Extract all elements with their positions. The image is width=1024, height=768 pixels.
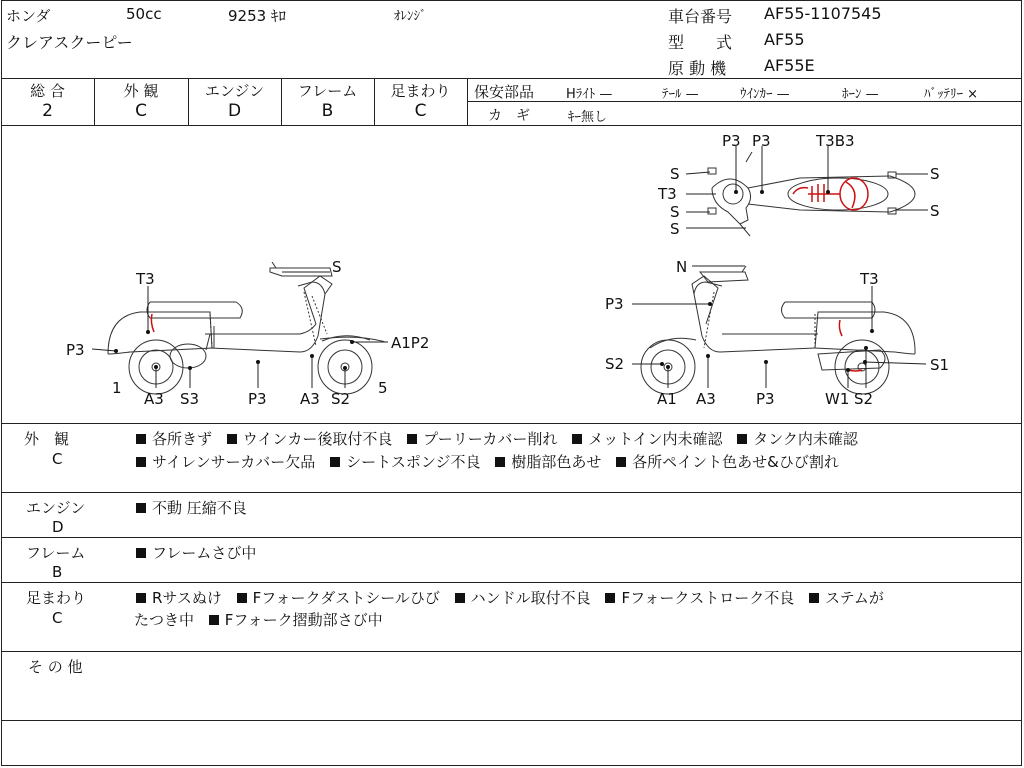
defect-item: Fフォークストローク不良: [621, 589, 795, 607]
defect-item: Fフォーク摺動部さび中: [224, 611, 383, 629]
diagram-label: S2: [605, 355, 625, 373]
section-grade-frame: B: [52, 563, 63, 581]
grid-line: [1, 78, 1022, 79]
model-name: クレアスクーピー: [6, 33, 133, 52]
leader-dots: [114, 190, 874, 372]
diagram-label: A1: [657, 390, 677, 408]
grade-label-frame: フレーム: [297, 82, 358, 100]
section-title-other: そ の 他: [28, 658, 83, 676]
diagram-label: N: [676, 258, 688, 276]
diagram-label: A1P2: [391, 334, 430, 352]
grade-label-engine: エンジン: [204, 82, 265, 100]
section-line-exterior-2: [136, 451, 849, 472]
diagram-label: P3: [756, 390, 775, 408]
type-value: AF55: [764, 30, 805, 49]
defect-item: プーリーカバー削れ: [423, 430, 558, 448]
defect-item: 各所きず: [152, 430, 213, 448]
safety-headlight: Hﾗｲﾄ —: [566, 87, 613, 102]
defect-item: 樹脂部色あせ: [511, 453, 602, 471]
damage-diagram: [0, 126, 1022, 422]
safety-horn: ﾎｰﾝ —: [842, 87, 879, 102]
diagram-label: P3: [605, 295, 624, 313]
diagram-label: S: [670, 165, 680, 183]
key-value: ｷｰ無し: [568, 110, 608, 125]
section-grade-suspension: C: [52, 609, 63, 627]
defect-item: シートスポンジ不良: [346, 453, 481, 471]
grid-line: [467, 78, 468, 125]
diagram-label: P3: [66, 341, 85, 359]
diagram-label: P3: [248, 390, 267, 408]
defect-item: メットイン内未確認: [588, 430, 723, 448]
diagram-label: A3: [300, 390, 320, 408]
maker: ホンダ: [6, 7, 51, 25]
defect-item: たつき中: [134, 611, 195, 629]
diagram-label: 5: [378, 379, 388, 397]
diagram-label: P3: [752, 132, 771, 150]
diagram-label: T3: [860, 270, 879, 288]
grade-label-suspension: 足まわり: [390, 82, 451, 100]
section-grade-engine: D: [52, 518, 64, 536]
defect-item: Fフォークダストシールひび: [252, 589, 440, 607]
diagram-label: S: [670, 220, 680, 238]
defect-item: ハンドル取付不良: [470, 589, 591, 607]
diagram-label: T3: [136, 270, 155, 288]
grade-frame: B: [321, 101, 334, 121]
grade-engine: D: [227, 101, 242, 121]
defect-item: ステムが: [824, 589, 884, 607]
type-label: 型 式: [668, 33, 733, 52]
engine-cc: 50cc: [126, 5, 162, 23]
engine-value: AF55E: [764, 56, 815, 75]
defect-item: ウインカー後取付不良: [242, 430, 393, 448]
defect-item: Rサスぬけ: [152, 589, 222, 607]
key-label: カ ギ: [488, 108, 530, 124]
section-line-frame-1: [136, 542, 266, 563]
section-title-exterior: 外 観: [24, 430, 70, 448]
section-title-frame: フレーム: [26, 544, 86, 562]
diagram-label: A3: [696, 390, 716, 408]
diagram-label: S2: [854, 390, 874, 408]
diagram-label: S: [670, 203, 680, 221]
section-line-engine-1: [136, 497, 257, 518]
engine-label: 原 動 機: [668, 59, 727, 78]
grade-overall: 2: [42, 101, 53, 121]
grid-line: [1, 651, 1022, 652]
section-title-engine: エンジン: [26, 499, 86, 517]
frame-number: AF55-1107545: [764, 4, 882, 23]
defect-item: フレームさび中: [152, 544, 257, 562]
mileage: 9253 ｷﾛ: [228, 7, 286, 25]
defect-item: タンク内未確認: [753, 430, 858, 448]
section-line-exterior-1: [136, 428, 868, 449]
diagram-label-group: [66, 132, 949, 408]
grade-exterior: C: [135, 101, 147, 121]
grade-label-overall: 総 合: [30, 82, 65, 100]
diagram-label: S: [930, 165, 940, 183]
diagram-label: S2: [331, 390, 351, 408]
defect-item: サイレンサーカバー欠品: [152, 453, 316, 471]
diagram-label: T3B3: [816, 132, 855, 150]
diagram-label: P3: [722, 132, 741, 150]
grid-line: [1, 537, 1022, 538]
grid-line: [1, 423, 1022, 424]
frame-number-label: 車台番号: [668, 7, 733, 26]
diagram-label: W1: [825, 390, 850, 408]
grid-line: [1, 720, 1022, 721]
safety-battery: ﾊﾞｯﾃﾘｰ ×: [924, 87, 979, 102]
safety-winker: ｳｲﾝｶｰ —: [740, 87, 790, 102]
grade-label-exterior: 外 観: [123, 82, 159, 100]
defect-item: 不動 圧縮不良: [152, 499, 247, 517]
section-title-suspension: 足まわり: [26, 589, 87, 607]
section-line-suspension-2: [134, 609, 393, 630]
safety-label: 保安部品: [474, 83, 535, 101]
diagram-label: S3: [180, 390, 200, 408]
diagram-label: S: [930, 202, 940, 220]
diagram-label: S1: [930, 356, 950, 374]
damage-marks: [151, 178, 868, 371]
color: ｵﾚﾝｼﾞ: [394, 9, 427, 24]
defect-item: 各所ペイント色あせ&ひび割れ: [632, 453, 839, 471]
diagram-label: A3: [144, 390, 164, 408]
grid-line: [1, 582, 1022, 583]
section-grade-exterior: C: [52, 450, 63, 468]
diagram-label: 1: [112, 379, 122, 397]
grade-suspension: C: [414, 101, 427, 121]
safety-tail: ﾃｰﾙ —: [662, 87, 699, 102]
grid-line: [1, 492, 1022, 493]
section-line-suspension-1: [136, 587, 884, 608]
diagram-label: T3: [658, 185, 677, 203]
diagram-label: S: [332, 258, 342, 276]
